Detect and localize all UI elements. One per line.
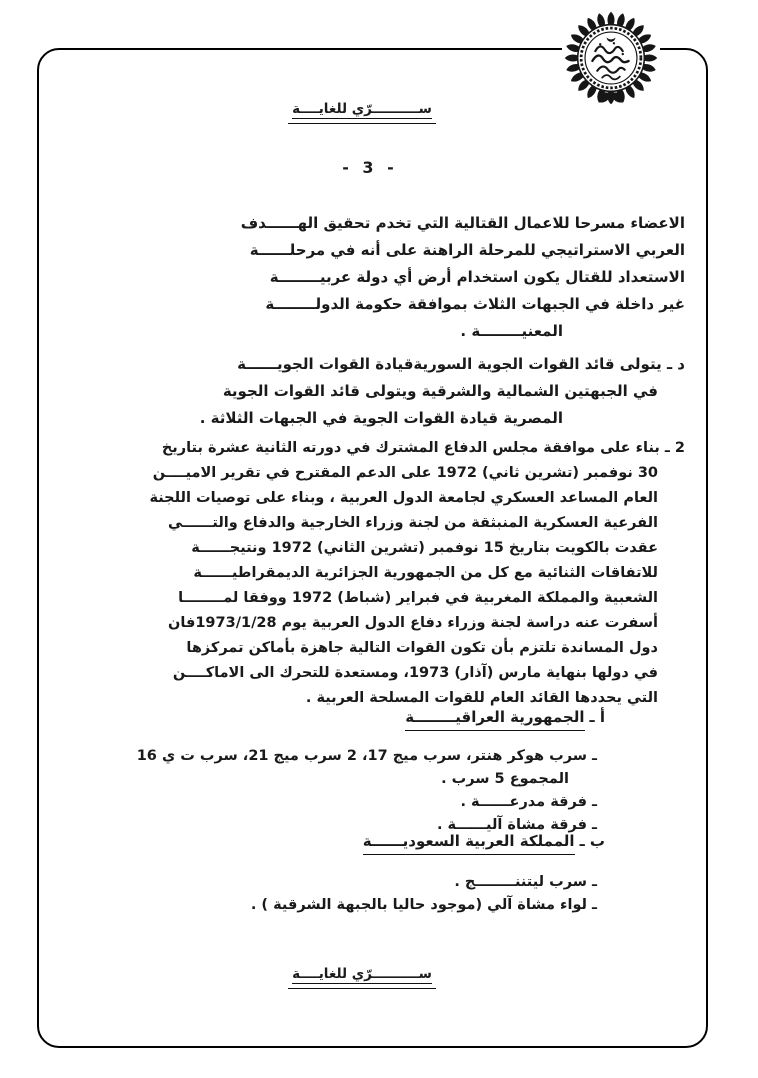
list-item: ـ سرب ليتننــــــــج . (454, 874, 597, 890)
text-line: الاستعداد للقتال يكون استخدام أرض أي دولة عربيــــــــة (269, 268, 685, 286)
text-line: الفرعية العسكرية المنبثقة من لجنة وزراء الخارجية والدفاع والتــــــي (168, 515, 658, 531)
text-line: المصرية قيادة القوات الجوية في الجبهات الثلاثة . (199, 409, 563, 427)
text-line: العربي الاستراتيجي للمرحلة الراهنة على أنه في مرحلــــــة (249, 241, 685, 259)
clause-d (85, 351, 685, 432)
text-line: الاعضاء مسرحا للاعمال القتالية التي تخدم تحقيق الهــــــدف (240, 214, 685, 232)
text-line: د ـ يتولى قائد القوات الجوية السوريةقيادة القوات الجويــــــة (237, 355, 685, 373)
list-item: ـ لواء مشاة آلي (موجود حاليا بالجبهة الشرقية ) . (250, 897, 597, 913)
text-line: أسفرت عنه دراسة لجنة وزراء دفاع الدول العربية يوم 1973/1/28فان (168, 615, 658, 631)
text-line: في الجبهتين الشمالية والشرقية ويتولى قائد القوات الجوية (222, 382, 658, 400)
section-saudi-arabia (85, 830, 685, 917)
list-item: ـ فرقة مدرعــــــة . (460, 794, 597, 810)
text-line: المعنيــــــــة . (460, 322, 563, 340)
classification-header (252, 101, 472, 124)
list-item-continuation: المجموع 5 سرب . (441, 771, 569, 787)
text-line: 2 ـ بناء على موافقة مجلس الدفاع المشترك في دورته الثانية عشرة بتاريخ (161, 440, 685, 456)
section-title: الجمهورية العراقيــــــــة (405, 706, 584, 731)
section-marker: أ ـ (589, 708, 605, 726)
text-line: عقدت بالكويت بتاريخ 15 نوفمبر (تشرين الثاني) 1972 ونتيجــــــة (191, 540, 658, 556)
text-line: 30 نوفمبر (تشرين ثاني) 1972 على الدعم المقترح في تقرير الاميــــن (152, 465, 658, 481)
text-line: الشعبية والمملكة المغربية في فبراير (شباط) 1972 ووفقا لمــــــــا (178, 590, 658, 606)
arab-league-seal-icon (562, 8, 660, 108)
clause-2 (85, 436, 685, 711)
section-title: المملكة العربية السعوديــــــة (363, 830, 575, 855)
text-line: غير داخلة في الجبهات الثلاث بموافقة حكومة الدولــــــــة (265, 295, 685, 313)
text-line: العام المساعد العسكري لجامعة الدول العربية ، وبناء على توصيات اللجنة (149, 490, 658, 506)
text-line: في دولها بنهاية مارس (آذار) 1973، ومستعدة للتحرك الى الاماكــــن (172, 665, 658, 681)
classification-footer (252, 966, 472, 989)
text-line: للاتفاقات الثنائية مع كل من الجمهورية الجزائرية الديمقراطيــــــة (193, 565, 658, 581)
section-marker: ب ـ (579, 832, 605, 850)
list-item: ـ سرب هوكر هنتر، سرب ميج 17،‏ 2 سرب ميج 21، سرب ت ي 16 (136, 748, 597, 764)
section-iraq (85, 706, 685, 837)
classification-footer-text: ســــــــــرّي للغايــــة (292, 966, 432, 982)
text-line: التي يحددها القائد العام للقوات المسلحة العربية . (305, 690, 658, 706)
section-iraq-heading (85, 706, 685, 731)
paragraph-continuation (85, 210, 685, 345)
text-line: دول المساندة تلتزم بأن تكون القوات التالية جاهزة بأماكن تمركزها (186, 640, 658, 656)
page-number: - 3 - (342, 158, 398, 177)
arab-league-emblem (562, 8, 660, 108)
list-item: ـ فرقة مشاة آليــــــة . (436, 817, 597, 833)
classification-header-text: ســــــــــرّي للغايــــة (292, 101, 432, 117)
section-saudi-heading (85, 830, 685, 855)
